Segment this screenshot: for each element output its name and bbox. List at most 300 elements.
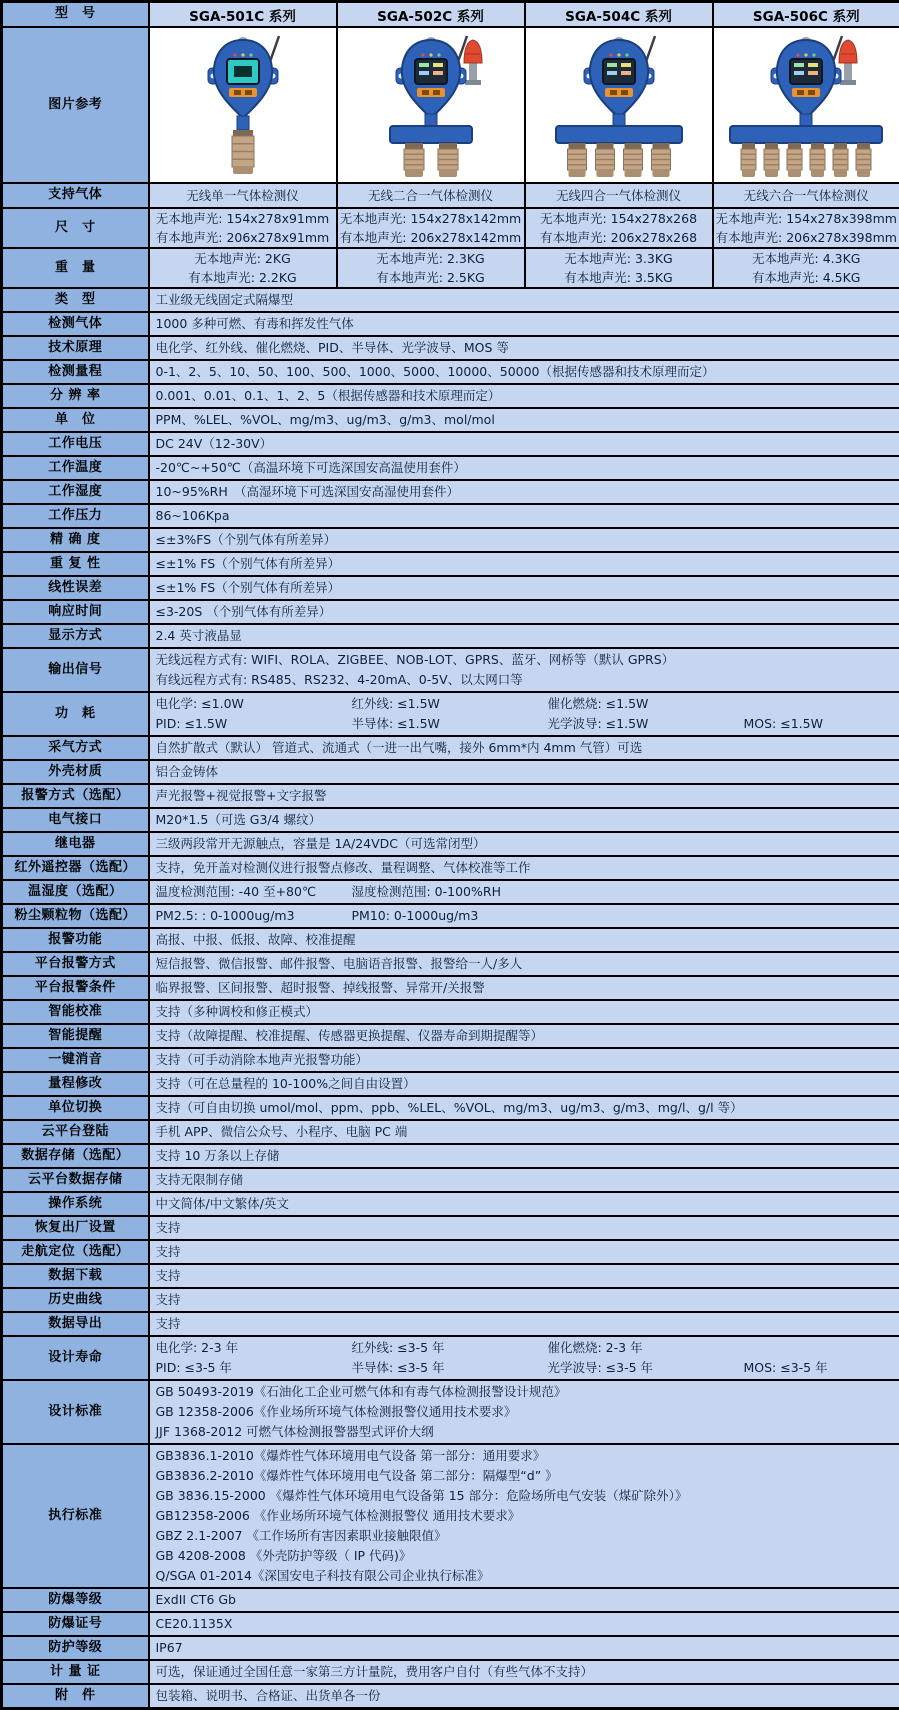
grid-value-line: 无本地声光: 2KG bbox=[150, 249, 336, 268]
spec-value-segment: GB 12358-2006《作业场所环境气体检测报警仪通用技术要求》 bbox=[156, 1402, 517, 1422]
spec-value-cell bbox=[149, 784, 899, 808]
grid-row bbox=[2, 183, 899, 208]
spec-row bbox=[2, 504, 899, 528]
spec-value-segment: 中文简体/中文繁体/英文 bbox=[156, 1194, 289, 1214]
spec-row bbox=[2, 624, 899, 648]
spec-row bbox=[2, 288, 899, 312]
row-label: 平台报警条件 bbox=[2, 976, 149, 1000]
spec-value-line bbox=[156, 906, 894, 926]
row-label: 防爆证号 bbox=[2, 1612, 149, 1636]
sensor-cylinder bbox=[856, 143, 871, 177]
grid-value-line: 无本地声光: 154x278x268 bbox=[526, 209, 712, 228]
spec-value-segment: 支持 bbox=[156, 1218, 181, 1238]
row-label: 设计标准 bbox=[2, 1380, 149, 1444]
sensor-manifold bbox=[390, 126, 472, 143]
detector-keypad bbox=[417, 88, 445, 97]
grid-value-cell bbox=[713, 183, 899, 208]
grid-value-line: 有本地声光: 2.2KG bbox=[150, 268, 336, 287]
spec-value-segment: 催化燃烧: ≤1.5W bbox=[548, 694, 649, 714]
spec-value-cell bbox=[149, 1000, 899, 1024]
spec-value-cell bbox=[149, 1048, 899, 1072]
spec-value-cell bbox=[149, 1024, 899, 1048]
spec-value-line bbox=[156, 458, 894, 478]
sga-501c-detector bbox=[151, 30, 335, 180]
grid-value-line: 有本地声光: 206x278x398mm bbox=[714, 228, 899, 247]
spec-value-segment: IP67 bbox=[156, 1638, 183, 1658]
spec-value-segment: 支持（可在总量程的 10-100%之间自由设置） bbox=[156, 1074, 416, 1094]
grid-value-line: 无线六合一气体检测仪 bbox=[714, 184, 899, 207]
spec-value-segment: 2.4 英寸液晶显 bbox=[156, 626, 242, 646]
spec-value-segment: 支持（可手动消除本地声光报警功能） bbox=[156, 1050, 369, 1070]
spec-value-segment: M20*1.5（可选 G3/4 螺纹） bbox=[156, 810, 322, 830]
spec-row bbox=[2, 1612, 899, 1636]
spec-value-line bbox=[156, 1686, 894, 1706]
spec-value-segment: 铝合金铸体 bbox=[156, 762, 219, 782]
row-label: 报警功能 bbox=[2, 928, 149, 952]
spec-value-line bbox=[156, 1170, 894, 1190]
spec-value-segment: 电化学: 2-3 年 bbox=[156, 1338, 352, 1358]
sga-504c-detector bbox=[527, 30, 711, 180]
spec-value-cell bbox=[149, 576, 899, 600]
spec-value-line bbox=[156, 1662, 894, 1682]
spec-value-line bbox=[156, 954, 894, 974]
spec-value-cell bbox=[149, 480, 899, 504]
spec-value-cell bbox=[149, 1588, 899, 1612]
spec-value-cell bbox=[149, 1144, 899, 1168]
spec-value-segment: 0-1、2、5、10、50、100、500、1000、5000、10000、50000（根据传感器和技术原理而定） bbox=[156, 362, 715, 382]
row-label: 智能校准 bbox=[2, 1000, 149, 1024]
row-label: 执行标准 bbox=[2, 1444, 149, 1588]
spec-row bbox=[2, 1312, 899, 1336]
spec-value-cell bbox=[149, 504, 899, 528]
spec-row bbox=[2, 552, 899, 576]
spec-value-cell bbox=[149, 1312, 899, 1336]
spec-value-line bbox=[156, 410, 894, 430]
spec-row bbox=[2, 1380, 899, 1444]
row-label: 数据存储（选配） bbox=[2, 1144, 149, 1168]
spec-value-line bbox=[156, 1338, 894, 1358]
spec-row bbox=[2, 856, 899, 880]
spec-value-line bbox=[156, 930, 894, 950]
sensor-cylinder bbox=[404, 143, 424, 177]
spec-value-line bbox=[156, 1026, 894, 1046]
model-name: SGA-506C 系列 bbox=[713, 2, 899, 28]
row-label: 操作系统 bbox=[2, 1192, 149, 1216]
spec-value-line bbox=[156, 650, 894, 670]
grid-value-cell bbox=[525, 248, 713, 288]
spec-row bbox=[2, 832, 899, 856]
spec-value-line bbox=[156, 1590, 894, 1610]
grid-value-line: 无本地声光: 3.3KG bbox=[526, 249, 712, 268]
sensor-cylinder bbox=[567, 143, 586, 177]
spec-value-line bbox=[156, 1290, 894, 1310]
spec-value-line bbox=[156, 578, 894, 598]
spec-value-segment: 三级两段常开无源触点，容量是 1A/24VDC（可选常闭型） bbox=[156, 834, 486, 854]
spec-value-segment: 工业级无线固定式隔爆型 bbox=[156, 290, 294, 310]
spec-value-line bbox=[156, 978, 894, 998]
spec-row bbox=[2, 1660, 899, 1684]
spec-value-segment: GB12358-2006 《作业场所环境气体检测报警仪 通用技术要求》 bbox=[156, 1506, 521, 1526]
spec-row bbox=[2, 1216, 899, 1240]
spec-row bbox=[2, 1000, 899, 1024]
spec-value-segment: PID: ≤3-5 年 bbox=[156, 1358, 352, 1378]
spec-value-cell bbox=[149, 976, 899, 1000]
spec-row bbox=[2, 576, 899, 600]
grid-value-line: 无本地声光: 2.3KG bbox=[338, 249, 524, 268]
spec-value-line bbox=[156, 1218, 894, 1238]
spec-row bbox=[2, 1024, 899, 1048]
spec-row bbox=[2, 1636, 899, 1660]
sensor-cylinder bbox=[810, 143, 825, 177]
spec-value-segment: 湿度检测范围: 0-100%RH bbox=[352, 882, 501, 902]
spec-value-segment: 电化学、红外线、催化燃烧、PID、半导体、光学波导、MOS 等 bbox=[156, 338, 509, 358]
spec-value-cell bbox=[149, 624, 899, 648]
spec-value-segment: PM10: 0-1000ug/m3 bbox=[352, 906, 479, 926]
spec-value-line bbox=[156, 694, 894, 714]
spec-value-line bbox=[156, 738, 894, 758]
spec-value-segment: ExdII CT6 Gb bbox=[156, 1590, 237, 1610]
spec-value-segment: ≤±3%FS（个别气体有所差异） bbox=[156, 530, 337, 550]
spec-value-segment: 半导体: ≤1.5W bbox=[352, 714, 548, 734]
spec-value-line bbox=[156, 1242, 894, 1262]
spec-value-line bbox=[156, 1566, 894, 1586]
spec-value-cell bbox=[149, 880, 899, 904]
spec-value-cell bbox=[149, 808, 899, 832]
spec-value-line bbox=[156, 1486, 894, 1506]
grid-value-line: 无本地声光: 154x278x398mm bbox=[714, 209, 899, 228]
row-label: 输出信号 bbox=[2, 648, 149, 692]
spec-value-segment: 支持（多种调校和修正模式） bbox=[156, 1002, 319, 1022]
spec-value-cell bbox=[149, 1264, 899, 1288]
spec-value-cell bbox=[149, 1240, 899, 1264]
row-label: 响应时间 bbox=[2, 600, 149, 624]
row-label: 量程修改 bbox=[2, 1072, 149, 1096]
spec-value-line bbox=[156, 786, 894, 806]
grid-value-line: 无线四合一气体检测仪 bbox=[526, 184, 712, 207]
spec-value-segment: GB 3836.15-2000 《爆炸性气体环境用电气设备第 15 部分：危险场所电气安装（煤矿除外）》 bbox=[156, 1486, 688, 1506]
spec-value-segment: 自然扩散式（默认） 管道式、流通式（一进一出气嘴，接外 6mm*内 4mm 气管）可选 bbox=[156, 738, 643, 758]
spec-value-cell bbox=[149, 456, 899, 480]
spec-value-segment: 86~106Kpa bbox=[156, 506, 230, 526]
spec-value-segment: 短信报警、微信报警、邮件报警、电脑语音报警、报警给一人/多人 bbox=[156, 954, 523, 974]
spec-value-cell bbox=[149, 408, 899, 432]
spec-row bbox=[2, 1444, 899, 1588]
spec-value-segment: 有线远程方式有: RS485、RS232、4-20mA、0-5V、以太网口等 bbox=[156, 670, 523, 690]
spec-value-cell bbox=[149, 760, 899, 784]
spec-value-segment: MOS: ≤3-5 年 bbox=[744, 1358, 828, 1378]
product-image-cell bbox=[149, 27, 337, 183]
spec-value-segment: PPM、%LEL、%VOL、mg/m3、ug/m3、g/m3、mol/mol bbox=[156, 410, 495, 430]
spec-row bbox=[2, 384, 899, 408]
row-label: 支持气体 bbox=[2, 183, 149, 208]
detector-keypad bbox=[605, 88, 633, 97]
grid-value-cell bbox=[337, 183, 525, 208]
spec-value-line bbox=[156, 1638, 894, 1658]
spec-value-segment: 10~95%RH （高湿环境下可选深国安高湿使用套件） bbox=[156, 482, 460, 502]
spec-value-cell bbox=[149, 1380, 899, 1444]
grid-value-cell bbox=[149, 208, 337, 248]
spec-row bbox=[2, 904, 899, 928]
spec-value-cell bbox=[149, 432, 899, 456]
grid-value-line: 有本地声光: 4.5KG bbox=[714, 268, 899, 287]
spec-value-line bbox=[156, 362, 894, 382]
spec-value-segment: 电化学: ≤1.0W bbox=[156, 694, 352, 714]
spec-value-line bbox=[156, 810, 894, 830]
spec-row bbox=[2, 736, 899, 760]
row-label: 重 复 性 bbox=[2, 552, 149, 576]
row-label: 外壳材质 bbox=[2, 760, 149, 784]
sensor-manifold bbox=[556, 126, 682, 143]
model-name: SGA-502C 系列 bbox=[337, 2, 525, 28]
spec-value-line bbox=[156, 554, 894, 574]
spec-value-segment: 包装箱、说明书、合格证、出货单各一份 bbox=[156, 1686, 381, 1706]
spec-value-cell bbox=[149, 1612, 899, 1636]
spec-value-line bbox=[156, 338, 894, 358]
grid-value-line: 无线二合一气体检测仪 bbox=[338, 184, 524, 207]
spec-row bbox=[2, 1288, 899, 1312]
spec-row bbox=[2, 600, 899, 624]
spec-value-line bbox=[156, 626, 894, 646]
alarm-beacon-icon bbox=[464, 40, 482, 85]
sga-502c-detector bbox=[339, 30, 523, 180]
spec-row bbox=[2, 648, 899, 692]
detector-keypad bbox=[792, 88, 820, 97]
product-image-cell bbox=[713, 27, 899, 183]
row-label: 工作湿度 bbox=[2, 480, 149, 504]
row-label: 分 辨 率 bbox=[2, 384, 149, 408]
grid-value-cell bbox=[713, 208, 899, 248]
spec-value-segment: PM2.5: : 0-1000ug/m3 bbox=[156, 906, 352, 926]
sensor-manifold bbox=[730, 126, 882, 143]
spec-value-segment: 1000 多种可燃、有毒和挥发性气体 bbox=[156, 314, 354, 334]
spec-value-cell bbox=[149, 832, 899, 856]
spec-row bbox=[2, 952, 899, 976]
spec-row bbox=[2, 1168, 899, 1192]
spec-value-line bbox=[156, 1466, 894, 1486]
spec-value-line bbox=[156, 1614, 894, 1634]
spec-row bbox=[2, 456, 899, 480]
sensor-cylinder bbox=[764, 143, 779, 177]
spec-value-segment: 半导体: ≤3-5 年 bbox=[352, 1358, 548, 1378]
spec-value-cell bbox=[149, 648, 899, 692]
row-label: 技术原理 bbox=[2, 336, 149, 360]
spec-value-segment: MOS: ≤1.5W bbox=[744, 714, 823, 734]
grid-value-line: 有本地声光: 206x278x268 bbox=[526, 228, 712, 247]
row-label: 防爆等级 bbox=[2, 1588, 149, 1612]
grid-value-line: 有本地声光: 3.5KG bbox=[526, 268, 712, 287]
spec-value-cell bbox=[149, 552, 899, 576]
row-label: 温湿度（选配） bbox=[2, 880, 149, 904]
row-label: 数据下载 bbox=[2, 1264, 149, 1288]
spec-value-segment: 支持，免开盖对检测仪进行报警点修改、量程调整、气体校准等工作 bbox=[156, 858, 531, 878]
sensor-cylinder bbox=[232, 130, 254, 174]
spec-row bbox=[2, 360, 899, 384]
spec-value-segment: ≤±1% FS（个别气体有所差异） bbox=[156, 578, 341, 598]
spec-value-cell bbox=[149, 736, 899, 760]
row-label: 工作温度 bbox=[2, 456, 149, 480]
spec-value-segment: 0.001、0.01、0.1、1、2、5（根据传感器和技术原理而定） bbox=[156, 386, 501, 406]
spec-row bbox=[2, 1336, 899, 1380]
spec-value-segment: 支持 bbox=[156, 1266, 181, 1286]
spec-value-line bbox=[156, 882, 894, 902]
image-row bbox=[2, 27, 899, 183]
row-label-model: 型 号 bbox=[2, 2, 149, 28]
spec-value-segment: 声光报警+视觉报警+文字报警 bbox=[156, 786, 327, 806]
spec-value-line bbox=[156, 1526, 894, 1546]
grid-value-cell bbox=[149, 183, 337, 208]
grid-row bbox=[2, 248, 899, 288]
grid-value-cell bbox=[337, 248, 525, 288]
spec-value-line bbox=[156, 1382, 894, 1402]
spec-value-line bbox=[156, 1098, 894, 1118]
product-image-cell bbox=[525, 27, 713, 183]
spec-value-segment: ≤±1% FS（个别气体有所差异） bbox=[156, 554, 341, 574]
grid-value-cell bbox=[337, 208, 525, 248]
spec-value-line bbox=[156, 386, 894, 406]
row-label: 一键消音 bbox=[2, 1048, 149, 1072]
spec-value-line bbox=[156, 1546, 894, 1566]
spec-value-line bbox=[156, 1358, 894, 1378]
spec-value-line bbox=[156, 1402, 894, 1422]
spec-value-cell bbox=[149, 856, 899, 880]
row-label: 检测量程 bbox=[2, 360, 149, 384]
spec-value-segment: 手机 APP、微信公众号、小程序、电脑 PC 端 bbox=[156, 1122, 408, 1142]
row-label: 报警方式（选配） bbox=[2, 784, 149, 808]
spec-value-cell bbox=[149, 288, 899, 312]
row-label: 继电器 bbox=[2, 832, 149, 856]
spec-value-cell bbox=[149, 384, 899, 408]
spec-value-line bbox=[156, 1314, 894, 1334]
spec-value-cell bbox=[149, 336, 899, 360]
spec-value-cell bbox=[149, 360, 899, 384]
spec-value-segment: ≤3-20S （个别气体有所差异） bbox=[156, 602, 332, 622]
spec-row bbox=[2, 1264, 899, 1288]
spec-value-segment: Q/SGA 01-2014《深国安电子科技有限公司企业执行标准》 bbox=[156, 1566, 490, 1586]
row-label: 采气方式 bbox=[2, 736, 149, 760]
spec-value-line bbox=[156, 1506, 894, 1526]
spec-value-line bbox=[156, 1446, 894, 1466]
row-label: 红外遥控器（选配） bbox=[2, 856, 149, 880]
spec-value-segment: CE20.1135X bbox=[156, 1614, 233, 1634]
spec-value-cell bbox=[149, 1216, 899, 1240]
spec-value-line bbox=[156, 1146, 894, 1166]
row-label: 重 量 bbox=[2, 248, 149, 288]
spec-row bbox=[2, 336, 899, 360]
spec-value-segment: 支持无限制存储 bbox=[156, 1170, 244, 1190]
spec-value-line bbox=[156, 762, 894, 782]
row-label: 云平台数据存储 bbox=[2, 1168, 149, 1192]
spec-value-line bbox=[156, 506, 894, 526]
spec-value-segment: 可选，保证通过全国任意一家第三方计量院，费用客户自付（有些气体不支持） bbox=[156, 1662, 594, 1682]
spec-row bbox=[2, 408, 899, 432]
row-label: 防护等级 bbox=[2, 1636, 149, 1660]
spec-value-segment: GB3836.2-2010《爆炸性气体环境用电气设备 第二部分：隔爆型“d” 》 bbox=[156, 1466, 558, 1486]
spec-row bbox=[2, 692, 899, 736]
model-name: SGA-501C 系列 bbox=[149, 2, 337, 28]
spec-row bbox=[2, 480, 899, 504]
spec-row bbox=[2, 1144, 899, 1168]
spec-value-segment: 支持（故障提醒、校准提醒、传感器更换提醒、仪器寿命到期提醒等） bbox=[156, 1026, 544, 1046]
spec-value-line bbox=[156, 1422, 894, 1442]
row-label: 附 件 bbox=[2, 1684, 149, 1709]
spec-row bbox=[2, 1120, 899, 1144]
spec-value-segment: 光学波导: ≤1.5W bbox=[548, 714, 744, 734]
grid-value-cell bbox=[525, 183, 713, 208]
model-row bbox=[2, 2, 899, 28]
spec-value-line bbox=[156, 1194, 894, 1214]
row-label-image: 图片参考 bbox=[2, 27, 149, 183]
spec-value-line bbox=[156, 434, 894, 454]
spec-value-line bbox=[156, 1266, 894, 1286]
spec-value-segment: 临界报警、区间报警、超时报警、掉线报警、异常开/关报警 bbox=[156, 978, 485, 998]
spec-value-segment: GBZ 2.1-2007 《工作场所有害因素职业接触限值》 bbox=[156, 1526, 447, 1546]
grid-value-line: 无线单一气体检测仪 bbox=[150, 184, 336, 207]
spec-value-segment: PID: ≤1.5W bbox=[156, 714, 352, 734]
spec-value-line bbox=[156, 314, 894, 334]
spec-value-line bbox=[156, 1002, 894, 1022]
spec-value-segment: 高报、中报、低报、故障、校准提醒 bbox=[156, 930, 356, 950]
spec-value-cell bbox=[149, 600, 899, 624]
spec-row bbox=[2, 1684, 899, 1709]
sensor-cylinder bbox=[595, 143, 614, 177]
spec-value-line bbox=[156, 1050, 894, 1070]
spec-row bbox=[2, 808, 899, 832]
spec-value-cell bbox=[149, 1072, 899, 1096]
spec-value-segment: 无线远程方式有: WIFI、ROLA、ZIGBEE、NOB-LOT、GPRS、蓝牙、网桥等（默认 GPRS） bbox=[156, 650, 675, 670]
grid-value-line: 无本地声光: 154x278x142mm bbox=[338, 209, 524, 228]
spec-value-cell bbox=[149, 1168, 899, 1192]
spec-row bbox=[2, 1240, 899, 1264]
sensor-cylinder bbox=[787, 143, 802, 177]
grid-value-cell bbox=[149, 248, 337, 288]
spec-value-segment: GB 4208-2008 《外壳防护等级（ IP 代码)》 bbox=[156, 1546, 412, 1566]
spec-value-segment: 温度检测范围: -40 至+80℃ bbox=[156, 882, 352, 902]
alarm-beacon-icon bbox=[839, 40, 857, 85]
sensor-cylinder bbox=[623, 143, 642, 177]
row-label: 走航定位（选配） bbox=[2, 1240, 149, 1264]
spec-row bbox=[2, 880, 899, 904]
row-label: 历史曲线 bbox=[2, 1288, 149, 1312]
grid-row bbox=[2, 208, 899, 248]
spec-value-cell bbox=[149, 1660, 899, 1684]
spec-value-segment: 红外线: ≤1.5W bbox=[352, 694, 548, 714]
grid-value-cell bbox=[525, 208, 713, 248]
spec-value-segment: 红外线: ≤3-5 年 bbox=[352, 1338, 548, 1358]
sensor-cylinder bbox=[438, 143, 458, 177]
spec-value-line bbox=[156, 530, 894, 550]
spec-row bbox=[2, 1048, 899, 1072]
spec-value-cell bbox=[149, 692, 899, 736]
spec-value-cell bbox=[149, 1288, 899, 1312]
grid-value-line: 无本地声光: 4.3KG bbox=[714, 249, 899, 268]
spec-value-cell bbox=[149, 1096, 899, 1120]
spec-row bbox=[2, 784, 899, 808]
spec-value-cell bbox=[149, 1636, 899, 1660]
spec-row bbox=[2, 432, 899, 456]
spec-value-line bbox=[156, 670, 894, 690]
grid-value-cell bbox=[713, 248, 899, 288]
row-label: 平台报警方式 bbox=[2, 952, 149, 976]
spec-value-line bbox=[156, 1074, 894, 1094]
row-label: 显示方式 bbox=[2, 624, 149, 648]
product-image-cell bbox=[337, 27, 525, 183]
spec-row bbox=[2, 1072, 899, 1096]
spec-value-segment: 支持 bbox=[156, 1242, 181, 1262]
row-label: 尺 寸 bbox=[2, 208, 149, 248]
spec-row bbox=[2, 760, 899, 784]
sensor-cylinder bbox=[651, 143, 670, 177]
sensor-cylinder bbox=[833, 143, 848, 177]
